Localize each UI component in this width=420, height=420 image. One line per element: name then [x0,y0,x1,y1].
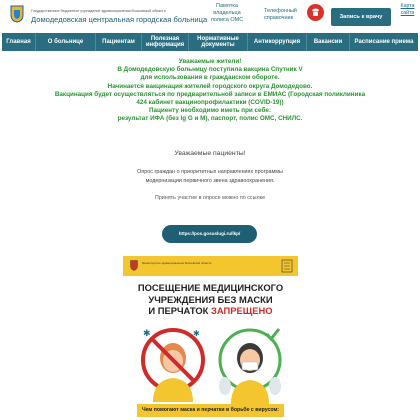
announcement-line: 424 кабинет вакцинопрофилактики (COVID-19)) [136,99,284,107]
oms-memo-link[interactable]: Памятка владельца полиса ОМС [210,3,244,23]
phone-directory-link[interactable] [264,4,330,26]
poster-title-line: УЧРЕЖДЕНИЯ БЕЗ МАСКИ [148,293,273,305]
coat-of-arms-logo[interactable] [10,5,24,23]
patients-greeting: Уважаемые пациенты! [174,150,246,157]
vaccination-announcement [0,58,420,124]
nav-about[interactable]: О больнице [36,33,96,51]
no-mask-prohibited-illustration [139,324,207,402]
svg-text:✱: ✱ [143,329,151,339]
emblem-icon [281,259,293,273]
coat-of-arms-icon [130,260,138,271]
nav-anticorruption[interactable]: Антикоррупция [248,33,307,51]
poster-title-line: ПОСЕЩЕНИЕ МЕДИЦИНСКОГО [137,282,284,293]
poster-caption: Чем помогают маска и перчатки в борьбе с вирусом: [137,404,284,417]
poster-title-black: И ПЕРЧАТОК [148,305,211,316]
announcement-line: Уважаемые жители! [178,58,242,65]
phone-icon [307,4,324,21]
main-nav [2,33,418,51]
org-subtitle: Государственное бюджетное учреждение здравоохранения Московской области [31,9,166,13]
site-header [0,0,420,32]
nav-patients[interactable]: Пациентам [96,33,142,51]
announcement-line: Вакцинация будет осуществляться по предварительной записи в ЕМИАС (Городская поликлиника [54,90,366,98]
doctor-appointment-button[interactable]: Запись к врачу [331,8,391,26]
survey-link-button[interactable]: https://pos.gosuslugi.ru/lkp/ [162,225,257,243]
announcement-line: результат ИФА (без Ig G и М), паспорт, полис ОМС, СНИЛС. [117,115,303,123]
org-name[interactable]: Домодедовская центральная городская больница [31,15,208,24]
nav-schedule[interactable]: Расписание приема [354,38,414,45]
mask-allowed-illustration [213,324,287,404]
announcement-line: Пациенту необходимо иметь при себе: [149,107,271,115]
poster-ministry-text: Министерство здравоохранения Московской области [142,261,212,265]
nav-vacancies[interactable]: Вакансии [307,33,350,51]
participate-text: Принять участие в опросе можно по ссылке [154,195,266,201]
nav-useful-info[interactable]: Полезная информация [142,33,189,51]
announcement-line: В Домодедовскую больницу поступила вакцина Спутник V [117,66,303,74]
no-mask-poster[interactable] [123,256,298,420]
announcement-line: для использования в гражданском обороте. [140,74,280,82]
sitemap-link[interactable]: Карта сайта [400,3,415,16]
survey-text [0,168,420,186]
svg-text:✱: ✱ [193,329,200,338]
poster-header [123,256,298,276]
survey-line: модернизации первичного звена здравоохранения. [145,178,275,184]
poster-title [123,282,298,317]
poster-title-red: ЗАПРЕЩЕНО [210,305,273,316]
announcement-line: Начинается вакцинация жителей городского округа Домодедово. [107,82,313,90]
survey-line: Опрос граждан о приоритетных направлениях программы [137,169,283,175]
nav-regulations[interactable]: Нормативные документы [189,33,248,51]
phone-directory-label: Телефонный справочник [264,8,297,21]
poster-title-line [123,305,298,317]
nav-home[interactable]: Главная [2,33,36,51]
